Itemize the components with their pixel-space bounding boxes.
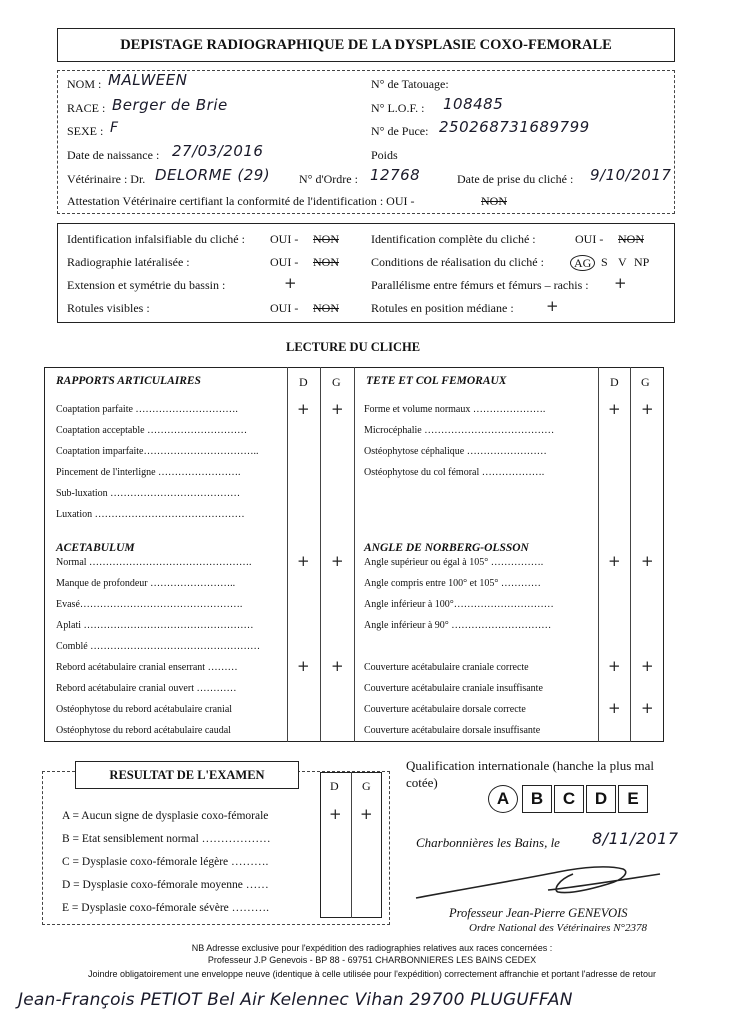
identity-box [57,70,675,214]
couverture-item: Couverture acétabulaire dorsale insuffisante [364,725,541,736]
rotules-vis-oui: OUI - [270,301,299,315]
cond-real-label: Conditions de réalisation du cliché : [371,255,544,269]
mark-forme-d: + [608,400,621,418]
rotules-med-label: Rotules en position médiane : [371,301,514,315]
mark-dorsale-g: + [641,699,654,717]
ident-infal-label: Identification infalsifiable du cliché : [67,232,245,246]
professeur-name: Professeur Jean-Pierre GENEVOIS [449,906,628,920]
col-g-right: G [641,375,650,389]
tete-item: Ostéophytose du col fémoral ………………. [364,467,545,478]
date-cliche-label: Date de prise du cliché : [457,172,574,186]
nom-value: MALWEEN [108,71,188,89]
cond-real-ag: AG [570,255,595,271]
grade-a: A [488,785,518,813]
parallelisme-label: Parallélisme entre fémurs et fémurs – rachis : [371,278,589,292]
acetabulum-item: Manque de profondeur …………………….. [56,578,236,589]
acetabulum-item: Rebord acétabulaire cranial enserrant ……… [56,662,238,673]
grade-c: C [554,785,584,813]
grade-d: D [586,785,616,813]
attestation-non: NON [481,194,507,208]
poids-label: Poids [371,148,398,162]
puce-value: 250268731689799 [439,118,590,136]
mark-enserrant-g: + [331,657,344,675]
col-g-left: G [332,375,341,389]
mark-forme-g: + [641,400,654,418]
lecture-title: LECTURE DU CLICHE [286,340,421,354]
resultat-col-d: D [330,779,339,793]
extension-mark: + [284,274,297,292]
rapport-item: Coaptation parfaite …………………………. [56,404,238,415]
page-title: DEPISTAGE RADIOGRAPHIQUE DE LA DYSPLASIE COXO-FEMORALE [120,37,612,53]
mark-angle-g: + [641,552,654,570]
rapport-item: Sub-luxation ………………………………… [56,488,241,499]
date-cliche-value: 9/10/2017 [590,166,672,184]
place-label: Charbonnières les Bains, le [416,835,560,850]
grade-b: B [522,785,552,813]
cond-real-s: S [601,255,608,269]
nom-label: NOM : [67,77,102,91]
ident-comp-oui: OUI - [575,232,604,246]
col-divider [287,367,288,742]
mark-resultat-d: + [329,805,342,823]
resultat-item: B = Etat sensiblement normal ……………… [62,833,271,845]
resultat-title: RESULTAT DE L'EXAMEN [109,768,265,782]
col-d-left: D [299,375,308,389]
race-label: RACE : [67,101,106,115]
rapport-item: Coaptation acceptable ………………………… [56,425,248,436]
col-divider [351,772,352,918]
veterinaire-value: DELORME (29) [155,166,271,184]
couverture-item: Couverture acétabulaire craniale insuffisante [364,683,543,694]
title-box [57,28,675,62]
rotules-vis-non: NON [313,301,339,315]
naissance-value: 27/03/2016 [172,142,264,160]
tatouage-label: N° de Tatouage: [371,77,449,91]
acetabulum-item: Evasé…………………………………………. [56,599,243,610]
qualification-label: Qualification internationale (hanche la plus mal cotée) [406,758,654,790]
mark-enserrant-d: + [297,657,310,675]
rapport-item: Luxation ……………………………………… [56,509,245,520]
norberg-item: Angle inférieur à 90° ………………………… [364,620,552,631]
resultat-col-g: G [362,779,371,793]
sexe-label: SEXE : [67,124,104,138]
mark-normal-g: + [331,552,344,570]
col-divider [320,367,321,742]
mark-craniale-g: + [641,657,654,675]
ordre-national: Ordre National des Vétérinaires N°2378 [469,922,647,934]
resultat-item: C = Dysplasie coxo-fémorale légère ………. [62,856,269,868]
radio-lat-non: NON [313,255,339,269]
cond-real-v: V [618,255,627,269]
footer-line3: Joindre obligatoirement une enveloppe neuve (identique à celle utilisée pour l'expédition) correctement affranchie et portant l'adresse de retour [87,969,657,979]
rotules-med-mark: + [546,297,559,315]
radio-lat-label: Radiographie latéralisée : [67,255,190,269]
col-d-right: D [610,375,619,389]
col-divider [630,367,631,742]
extension-label: Extension et symétrie du bassin : [67,278,226,292]
ordre-label: N° d'Ordre : [299,172,358,186]
rotules-vis-label: Rotules visibles : [67,301,150,315]
resultat-item: D = Dysplasie coxo-fémorale moyenne …… [62,879,269,891]
tete-item: Forme et volume normaux …………………. [364,404,546,415]
rapport-item: Coaptation imparfaite…………………………….. [56,446,259,457]
norberg-item: Angle inférieur à 100°………………………… [364,599,554,610]
cond-real-np: NP [634,255,650,269]
signature-scribble [408,860,670,905]
lof-value: 108485 [443,95,504,113]
acetabulum-item: Ostéophytose du rebord acétabulaire caudal [56,725,231,736]
norberg-title: ANGLE DE NORBERG-OLSSON [364,542,529,554]
footer-line1: NB Adresse exclusive pour l'expédition des radiographies relatives aux races concernées : [191,943,553,953]
col-divider [598,367,599,742]
col-divider [354,367,355,742]
sexe-value: F [110,120,119,136]
acetabulum-item: Normal …………………………………………. [56,557,252,568]
puce-label: N° de Puce: [371,124,429,138]
acetabulum-item: Ostéophytose du rebord acétabulaire cranial [56,704,233,715]
rapport-item: Pincement de l'interligne ……………………. [56,467,241,478]
resultat-title-box [75,761,299,789]
resultat-item: A = Aucun signe de dysplasie coxo-fémorale [62,810,269,822]
tete-item: Microcéphalie ………………………………… [364,425,555,436]
place-date: 8/11/2017 [592,829,679,848]
parallelisme-mark: + [614,274,627,292]
norberg-item: Angle compris entre 100° et 105° ………… [364,578,541,589]
attestation-label: Attestation Vétérinaire certifiant la conformité de l'identification : OUI - [67,194,415,208]
race-value: Berger de Brie [112,96,228,114]
couverture-item: Couverture acétabulaire dorsale correcte [364,704,526,715]
acetabulum-item: Comblé …………………………………………… [56,641,261,652]
mark-dorsale-d: + [608,699,621,717]
lof-label: N° L.O.F. : [371,101,425,115]
mark-coaptation-d: + [297,400,310,418]
acetabulum-title: ACETABULUM [56,542,135,554]
ident-infal-oui: OUI - [270,232,299,246]
ident-comp-label: Identification complète du cliché : [371,232,536,246]
ident-comp-non: NON [618,232,644,246]
acetabulum-item: Rebord acétabulaire cranial ouvert ………… [56,683,237,694]
ordre-value: 12768 [370,166,421,184]
veterinaire-label: Vétérinaire : Dr. [67,172,146,186]
norberg-item: Angle supérieur ou égal à 105° ……………. [364,557,544,568]
footer-line2: Professeur J.P Genevois - BP 88 - 69751 CHARBONNIERES LES BAINS CEDEX [207,955,537,965]
mark-resultat-g: + [360,805,373,823]
mark-angle-d: + [608,552,621,570]
naissance-label: Date de naissance : [67,148,160,162]
mark-normal-d: + [297,552,310,570]
radio-lat-oui: OUI - [270,255,299,269]
tete-item: Ostéophytose céphalique …………………… [364,446,547,457]
couverture-item: Couverture acétabulaire craniale correcte [364,662,529,673]
rapports-title: RAPPORTS ARTICULAIRES [56,375,201,387]
mark-craniale-d: + [608,657,621,675]
mark-coaptation-g: + [331,400,344,418]
ident-infal-non: NON [313,232,339,246]
return-address: Jean-François PETIOT Bel Air Kelennec Vihan 29700 PLUGUFFAN [18,990,573,1010]
acetabulum-item: Aplati …………………………………………… [56,620,254,631]
resultat-item: E = Dysplasie coxo-fémorale sévère ………. [62,902,270,914]
tete-title: TETE ET COL FEMORAUX [366,375,507,387]
grade-e: E [618,785,648,813]
